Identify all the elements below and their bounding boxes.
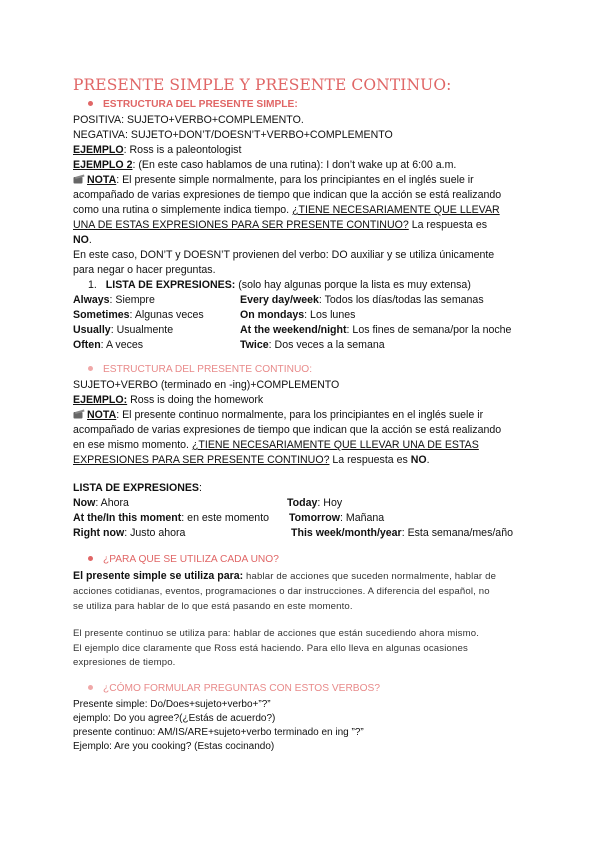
bullet-icon [88,685,93,690]
continuo-structure: SUJETO+VERBO (terminado en -ing)+COMPLEMENTO [73,379,340,391]
expression-row: Today: Hoy [287,497,343,509]
continuo-nota-2: acompañado de varias expresiones de tiempo que indican que la acción se está realizando [73,424,502,436]
expression-row: Now: Ahora [73,497,129,509]
note-icon [73,174,85,184]
continuo-nota-4: EXPRESIONES PARA SER PRESENTE CONTINUO? La respuesta es NO. [73,454,430,466]
lista-heading-simple: 1. LISTA DE EXPRESIONES: (solo hay algunas porque la lista es muy extensa) [88,279,471,291]
expression-row: Sometimes: Algunas veces [73,309,204,321]
preguntas-line-1: Presente simple: Do/Does+sujeto+verbo+”?” [73,699,271,710]
negativa-line: NEGATIVA: SUJETO+DON’T/DOESN’T+VERBO+COMPLEMENTO [73,129,393,141]
expression-row: Usually: Usualmente [73,324,174,336]
page-title: PRESENTE SIMPLE Y PRESENTE CONTINUO: [73,76,452,94]
uso-simple-3: se utiliza para hablar de lo que está pasando en este momento. [73,601,353,612]
nota-line-1: NOTA: El presente simple normalmente, para los principiantes en el inglés suele ir [73,174,474,187]
ejemplo2-line: EJEMPLO 2: (En este caso hablamos de una rutina): I don’t wake up at 6:00 a.m. [73,159,457,171]
uso-continuo-3: expresiones de tiempo. [73,657,176,668]
note-icon [73,409,85,419]
expression-row: At the weekend/night: Los fines de semana/por la noche [240,324,512,336]
bullet-icon [88,556,93,561]
section-heading-uso: ¿PARA QUE SE UTILIZA CADA UNO? [88,554,279,565]
lista-heading-continuo: LISTA DE EXPRESIONES: [73,482,202,494]
extra-line-2: para negar o hacer preguntas. [73,264,216,276]
section-heading-continuo: ESTRUCTURA DEL PRESENTE CONTINUO: [88,364,312,375]
bullet-icon [88,366,93,371]
uso-continuo-1: El presente continuo se utiliza para: hablar de acciones que están sucediendo ahora mismo. [73,628,480,639]
uso-simple-2: acciones cotidianas, eventos, programaciones o dar instrucciones. A diferencia del español, no [73,586,490,597]
nota-line-2: acompañado de varias expresiones de tiempo que indican que la acción se está realizando [73,189,502,201]
expression-row: At the/In this moment: en este momento [73,512,270,524]
preguntas-line-3: presente continuo: AM/IS/ARE+sujeto+verbo terminado en ing ”?” [73,727,364,738]
section-heading-preguntas: ¿CÓMO FORMULAR PREGUNTAS CON ESTOS VERBOS? [88,683,380,694]
uso-continuo-2: El ejemplo dice claramente que Ross está haciendo. Para ello lleva en algunas ocasiones [73,643,468,654]
expression-row: Tomorrow: Mañana [289,512,385,524]
ejemplo-line: EJEMPLO: Ross is a paleontologist [73,144,242,156]
expression-row: This week/month/year: Esta semana/mes/año [291,527,513,539]
nota-line-5: NO. [73,234,92,246]
expression-row: Every day/week: Todos los días/todas las semanas [240,294,484,306]
positiva-line: POSITIVA: SUJETO+VERBO+COMPLEMENTO. [73,114,304,126]
continuo-nota-1: NOTA: El presente continuo normalmente, para los principiantes en el inglés suele ir [73,409,483,422]
continuo-nota-3: en ese mismo momento. ¿TIENE NECESARIAMENTE QUE LLEVAR UNA DE ESTAS [73,439,479,451]
preguntas-line-4: Ejemplo: Are you cooking? (Estas cocinando) [73,741,275,752]
expression-row: On mondays: Los lunes [240,309,356,321]
bullet-icon [88,101,93,106]
preguntas-line-2: ejemplo: Do you agree?(¿Estás de acuerdo?) [73,713,276,724]
continuo-ejemplo: EJEMPLO: Ross is doing the homework [73,394,264,406]
uso-simple-1: El presente simple se utiliza para: hablar de acciones que suceden normalmente, hablar de [73,570,497,582]
nota-line-3: como una rutina o simplemente indica tiempo. ¿TIENE NECESARIAMENTE QUE LLEVAR [73,204,500,216]
section-heading-simple: ESTRUCTURA DEL PRESENTE SIMPLE: [88,99,298,110]
expression-row: Twice: Dos veces a la semana [240,339,385,351]
nota-line-4: UNA DE ESTAS EXPRESIONES PARA SER PRESENTE CONTINUO? La respuesta es [73,219,488,231]
expression-row: Often: A veces [73,339,144,351]
expression-row: Right now: Justo ahora [73,527,186,539]
extra-line-1: En este caso, DON’T y DOESN’T provienen del verbo: DO auxiliar y se utiliza únicamente [73,249,495,261]
expression-row: Always: Siempre [73,294,155,306]
